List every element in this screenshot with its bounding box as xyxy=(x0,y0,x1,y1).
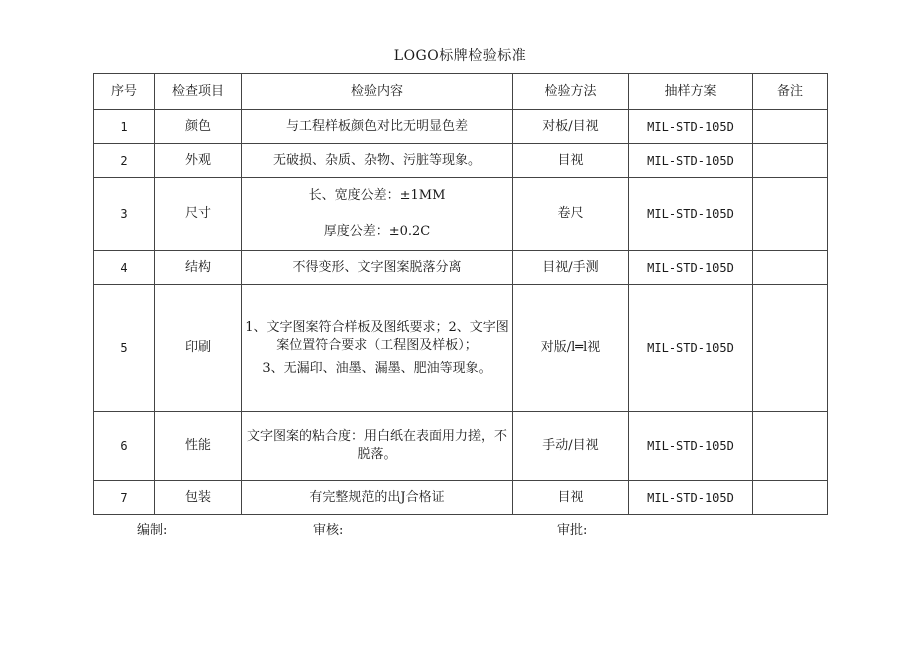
footer-prepared-by: 编制: xyxy=(137,523,168,538)
cell-content: 有完整规范的出J合格证 xyxy=(242,481,513,515)
cell-no: 7 xyxy=(94,481,155,515)
cell-method: 手动/目视 xyxy=(513,412,629,481)
cell-method: 卷尺 xyxy=(513,178,629,251)
table-row xyxy=(94,178,828,251)
table-row xyxy=(94,412,828,481)
cell-item: 包装 xyxy=(155,481,242,515)
header-sampling: 抽样方案 xyxy=(629,74,753,110)
header-no: 序号 xyxy=(94,74,155,110)
cell-remark xyxy=(753,481,828,515)
cell-remark xyxy=(753,110,828,144)
cell-remark xyxy=(753,251,828,285)
cell-no: 4 xyxy=(94,251,155,285)
cell-no: 2 xyxy=(94,144,155,178)
cell-content-para: 3、无漏印、油墨、漏墨、肥油等现象。 xyxy=(262,360,492,376)
cell-item: 颜色 xyxy=(155,110,242,144)
cell-sampling: MIL-STD-105D xyxy=(629,110,753,144)
cell-sampling: MIL-STD-105D xyxy=(629,412,753,481)
table-row xyxy=(94,285,828,412)
cell-method: 对版/l═l视 xyxy=(513,285,629,412)
cell-content-para: 1、文字图案符合样板及图纸要求；2、文字图案位置符合要求（工程图及样板）； xyxy=(245,319,509,353)
cell-sampling: MIL-STD-105D xyxy=(629,178,753,251)
cell-content-line: 厚度公差：±0.2C xyxy=(323,224,431,239)
cell-method: 目视 xyxy=(513,481,629,515)
footer-approved-by: 审批: xyxy=(557,523,588,538)
cell-content xyxy=(242,285,513,412)
cell-sampling: MIL-STD-105D xyxy=(629,251,753,285)
table-row xyxy=(94,481,828,515)
cell-no: 3 xyxy=(94,178,155,251)
cell-item: 性能 xyxy=(155,412,242,481)
cell-method: 目视/手测 xyxy=(513,251,629,285)
cell-no: 5 xyxy=(94,285,155,412)
cell-sampling: MIL-STD-105D xyxy=(629,144,753,178)
inspection-standard-table xyxy=(93,73,828,515)
table-header-row xyxy=(94,74,828,110)
cell-no: 1 xyxy=(94,110,155,144)
cell-item: 尺寸 xyxy=(155,178,242,251)
cell-remark xyxy=(753,412,828,481)
cell-content: 与工程样板颜色对比无明显色差 xyxy=(242,110,513,144)
cell-item: 外观 xyxy=(155,144,242,178)
table-row xyxy=(94,144,828,178)
cell-method: 对板/目视 xyxy=(513,110,629,144)
header-method: 检验方法 xyxy=(513,74,629,110)
cell-item: 印刷 xyxy=(155,285,242,412)
cell-content xyxy=(242,178,513,251)
cell-remark xyxy=(753,285,828,412)
cell-item: 结构 xyxy=(155,251,242,285)
table-row xyxy=(94,110,828,144)
cell-content: 无破损、杂质、杂物、污脏等现象。 xyxy=(242,144,513,178)
cell-content-line: 长、宽度公差：±1MM xyxy=(308,188,446,203)
header-item: 检查项目 xyxy=(155,74,242,110)
header-remark: 备注 xyxy=(753,74,828,110)
cell-sampling: MIL-STD-105D xyxy=(629,481,753,515)
header-content: 检验内容 xyxy=(242,74,513,110)
cell-no: 6 xyxy=(94,412,155,481)
cell-remark xyxy=(753,178,828,251)
cell-sampling: MIL-STD-105D xyxy=(629,285,753,412)
document-title: LOGO标牌检验标准 xyxy=(393,48,527,64)
cell-remark xyxy=(753,144,828,178)
cell-method: 目视 xyxy=(513,144,629,178)
cell-content: 文字图案的粘合度：用白纸在表面用力搓，不脱落。 xyxy=(242,412,513,481)
footer-reviewed-by: 审核: xyxy=(313,523,344,538)
table-row xyxy=(94,251,828,285)
cell-content: 不得变形、文字图案脱落分离 xyxy=(242,251,513,285)
